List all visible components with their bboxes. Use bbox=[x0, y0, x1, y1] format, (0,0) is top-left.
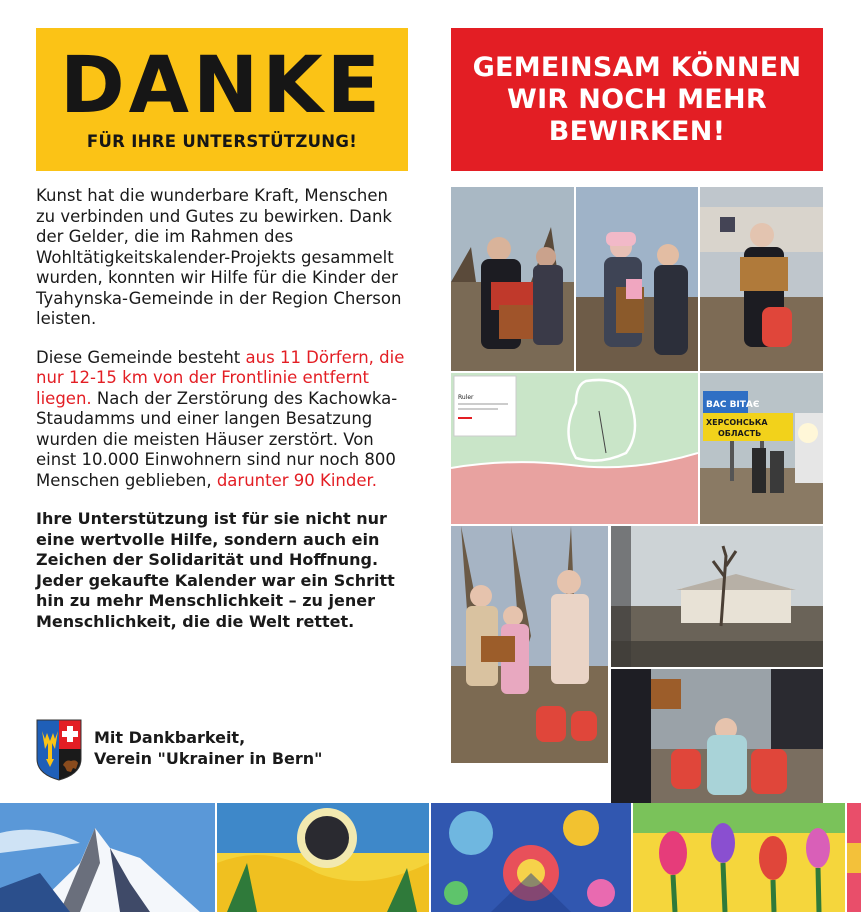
body-text bbox=[36, 186, 411, 650]
paragraph-support: Ihre Unterstützung ist für sie nicht nur eine wertvolle Hilfe, sondern auch ein Zeichen der Solidarität und Hoffnung. Jeder gekaufte Kalender war ein Schritt hin zu mehr Menschlichkeit – zu jener Menschlichkeit, die die Welt rettet. bbox=[36, 509, 395, 631]
together-line-1: GEMEINSAM KÖNNEN bbox=[472, 52, 802, 83]
map-panel-title: Ruler bbox=[458, 394, 474, 401]
paragraph-community bbox=[36, 348, 411, 492]
highlight-children: darunter 90 Kinder. bbox=[216, 470, 378, 490]
painting-flower-burst bbox=[431, 803, 631, 912]
highlight-villages: aus 11 Dörfern, die nur 12-15 km von der Frontlinie entfernt liegen. bbox=[36, 347, 405, 408]
painting-sunflowers bbox=[217, 803, 429, 912]
signature-line-2: Verein "Ukrainer in Bern" bbox=[94, 749, 323, 768]
sign-welcome-text: ВАС ВІТАЄ bbox=[706, 400, 760, 410]
sign-region-line-1: ХЕРСОНСЬКА bbox=[706, 418, 768, 427]
photo-girls-with-packages bbox=[576, 187, 698, 371]
photo-child-backpack bbox=[611, 669, 823, 803]
signature-text bbox=[94, 727, 323, 769]
danke-banner bbox=[36, 28, 408, 171]
photo-children-with-gifts bbox=[451, 526, 608, 763]
together-banner bbox=[451, 28, 823, 171]
photo-welcome-sign bbox=[700, 373, 823, 524]
paragraph-community-b: Nach der Zerstörung des Kachowka- Staudamms und einer langen Besatzung wurden die meisten Häuser zerstört. Von einst 10.000 Einwohnern sind nur noch 800 Menschen geblieben, bbox=[36, 388, 398, 490]
paragraph-art: Kunst hat die wunderbare Kraft, Menschen zu verbinden und Gutes zu bewirken. Dank der Gelder, die im Rahmen des Wohltätigkeitskalender-Projekts gesammelt wurden, konnten wir Hilfe für die Kinder der Tyahynska-Gemeinde in der Region Cherson leisten. bbox=[36, 186, 402, 328]
painting-tulips bbox=[633, 803, 845, 912]
painting-edge bbox=[847, 803, 861, 912]
sign-region-line-2: ОБЛАСТЬ bbox=[718, 429, 762, 438]
photo-map-screenshot bbox=[451, 373, 698, 524]
together-line-2: WIR NOCH MEHR bbox=[507, 84, 767, 115]
together-line-3: BEWIRKEN! bbox=[548, 116, 726, 147]
photo-girl-with-gifts bbox=[451, 187, 574, 371]
coat-of-arms-icon bbox=[36, 719, 82, 781]
painting-matterhorn bbox=[0, 803, 215, 912]
signature-line-1: Mit Dankbarkeit, bbox=[94, 728, 246, 747]
signature-block bbox=[36, 719, 416, 781]
paintings-strip bbox=[0, 803, 861, 912]
danke-subtitle: FÜR IHRE UNTERSTÜTZUNG! bbox=[86, 132, 358, 151]
danke-title: DANKE bbox=[59, 41, 385, 131]
photo-girl-red-bag bbox=[700, 187, 823, 371]
photo-village-buildings bbox=[611, 526, 823, 667]
paragraph-community-a: Diese Gemeinde besteht bbox=[36, 347, 246, 367]
